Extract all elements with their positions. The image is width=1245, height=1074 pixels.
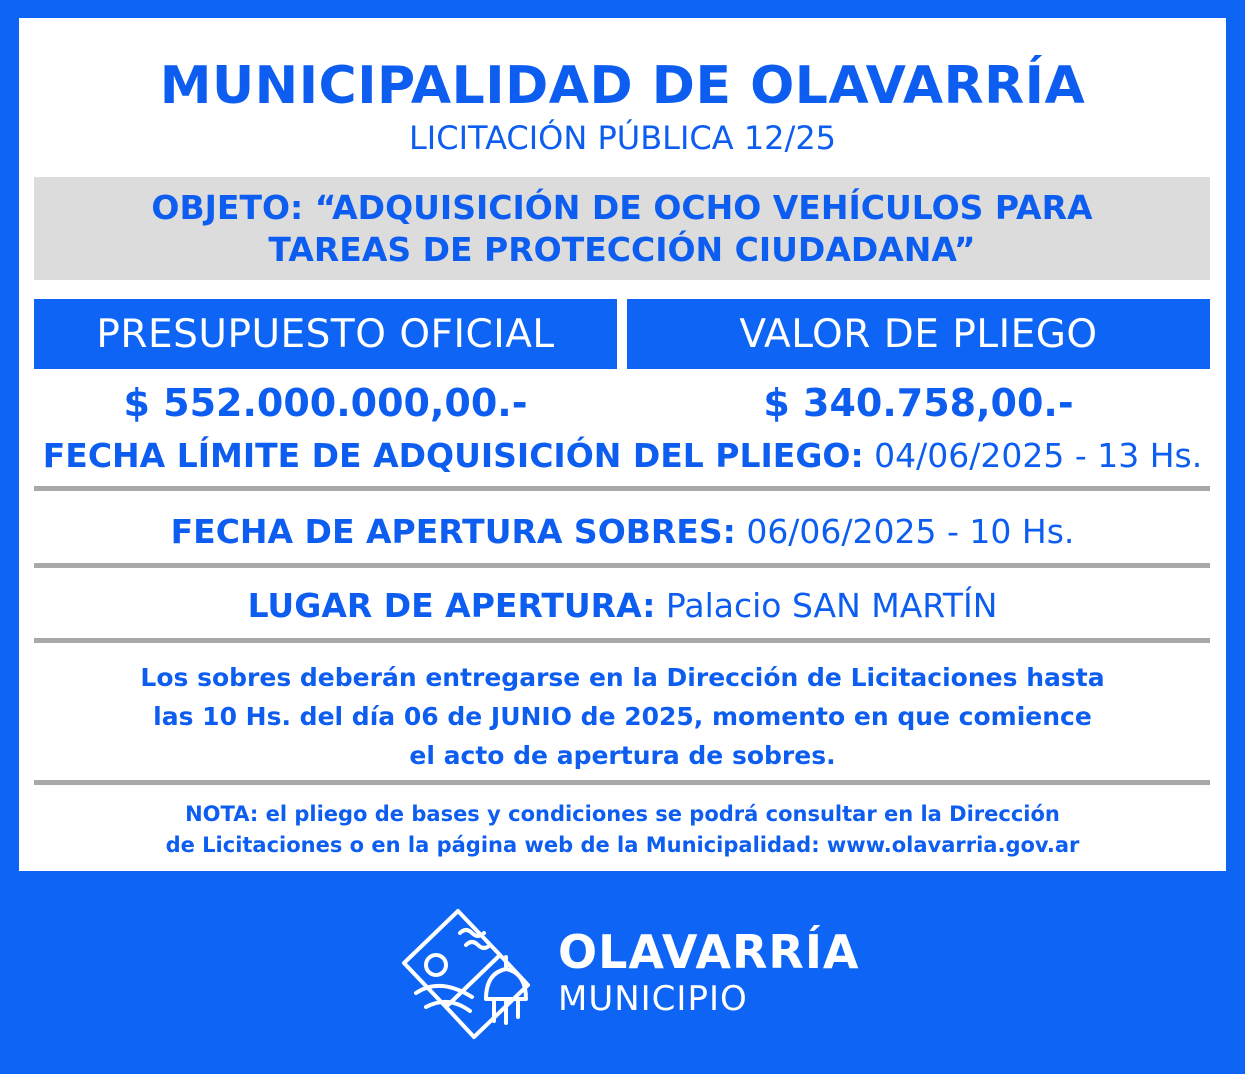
divider <box>34 638 1210 643</box>
lugar-label: LUGAR DE APERTURA: <box>247 586 656 625</box>
page-title: MUNICIPALIDAD DE OLAVARRÍA <box>159 56 1086 116</box>
fecha-limite-row <box>19 436 1226 475</box>
divider <box>34 486 1210 491</box>
objeto-line-2: TAREAS DE PROTECCIÓN CIUDADANA” <box>268 229 976 269</box>
nota-paragraph <box>19 799 1226 861</box>
notice-panel <box>19 18 1226 871</box>
fecha-limite-value: 04/06/2025 - 13 Hs. <box>863 436 1203 475</box>
brand-block <box>558 925 860 1019</box>
brand-name: OLAVARRÍA <box>558 925 860 979</box>
fecha-apertura-label: FECHA DE APERTURA SOBRES: <box>170 512 736 551</box>
pliego-value: $ 340.758,00.- <box>763 381 1074 425</box>
entrega-line-1: Los sobres deberán entregarse en la Dirección de Licitaciones hasta <box>140 663 1105 692</box>
divider <box>34 780 1210 785</box>
brand-sub: MUNICIPIO <box>558 979 748 1019</box>
entrega-line-3: el acto de apertura de sobres. <box>409 741 836 770</box>
presupuesto-header: PRESUPUESTO OFICIAL <box>34 299 617 369</box>
lugar-row <box>19 586 1226 625</box>
municipio-logo-icon <box>396 903 556 1043</box>
presupuesto-value: $ 552.000.000,00.- <box>123 381 528 425</box>
lugar-value: Palacio SAN MARTÍN <box>655 586 998 625</box>
nota-line-2: de Licitaciones o en la página web de la Municipalidad: www.olavarria.gov.ar <box>165 833 1080 857</box>
nota-line-1: NOTA: el pliego de bases y condiciones se podrá consultar en la Dirección <box>185 802 1060 826</box>
entrega-paragraph <box>19 658 1226 775</box>
pliego-header: VALOR DE PLIEGO <box>627 299 1210 369</box>
fecha-limite-label: FECHA LÍMITE DE ADQUISICIÓN DEL PLIEGO: <box>42 436 864 475</box>
fecha-apertura-row <box>19 512 1226 551</box>
tender-number: LICITACIÓN PÚBLICA 12/25 <box>408 119 837 157</box>
fecha-apertura-value: 06/06/2025 - 10 Hs. <box>735 512 1075 551</box>
objeto-line-1: OBJETO: “ADQUISICIÓN DE OCHO VEHÍCULOS PARA <box>151 187 1093 227</box>
divider <box>34 563 1210 568</box>
objeto-box <box>34 177 1210 280</box>
entrega-line-2: las 10 Hs. del día 06 de JUNIO de 2025, momento en que comience <box>153 702 1092 731</box>
